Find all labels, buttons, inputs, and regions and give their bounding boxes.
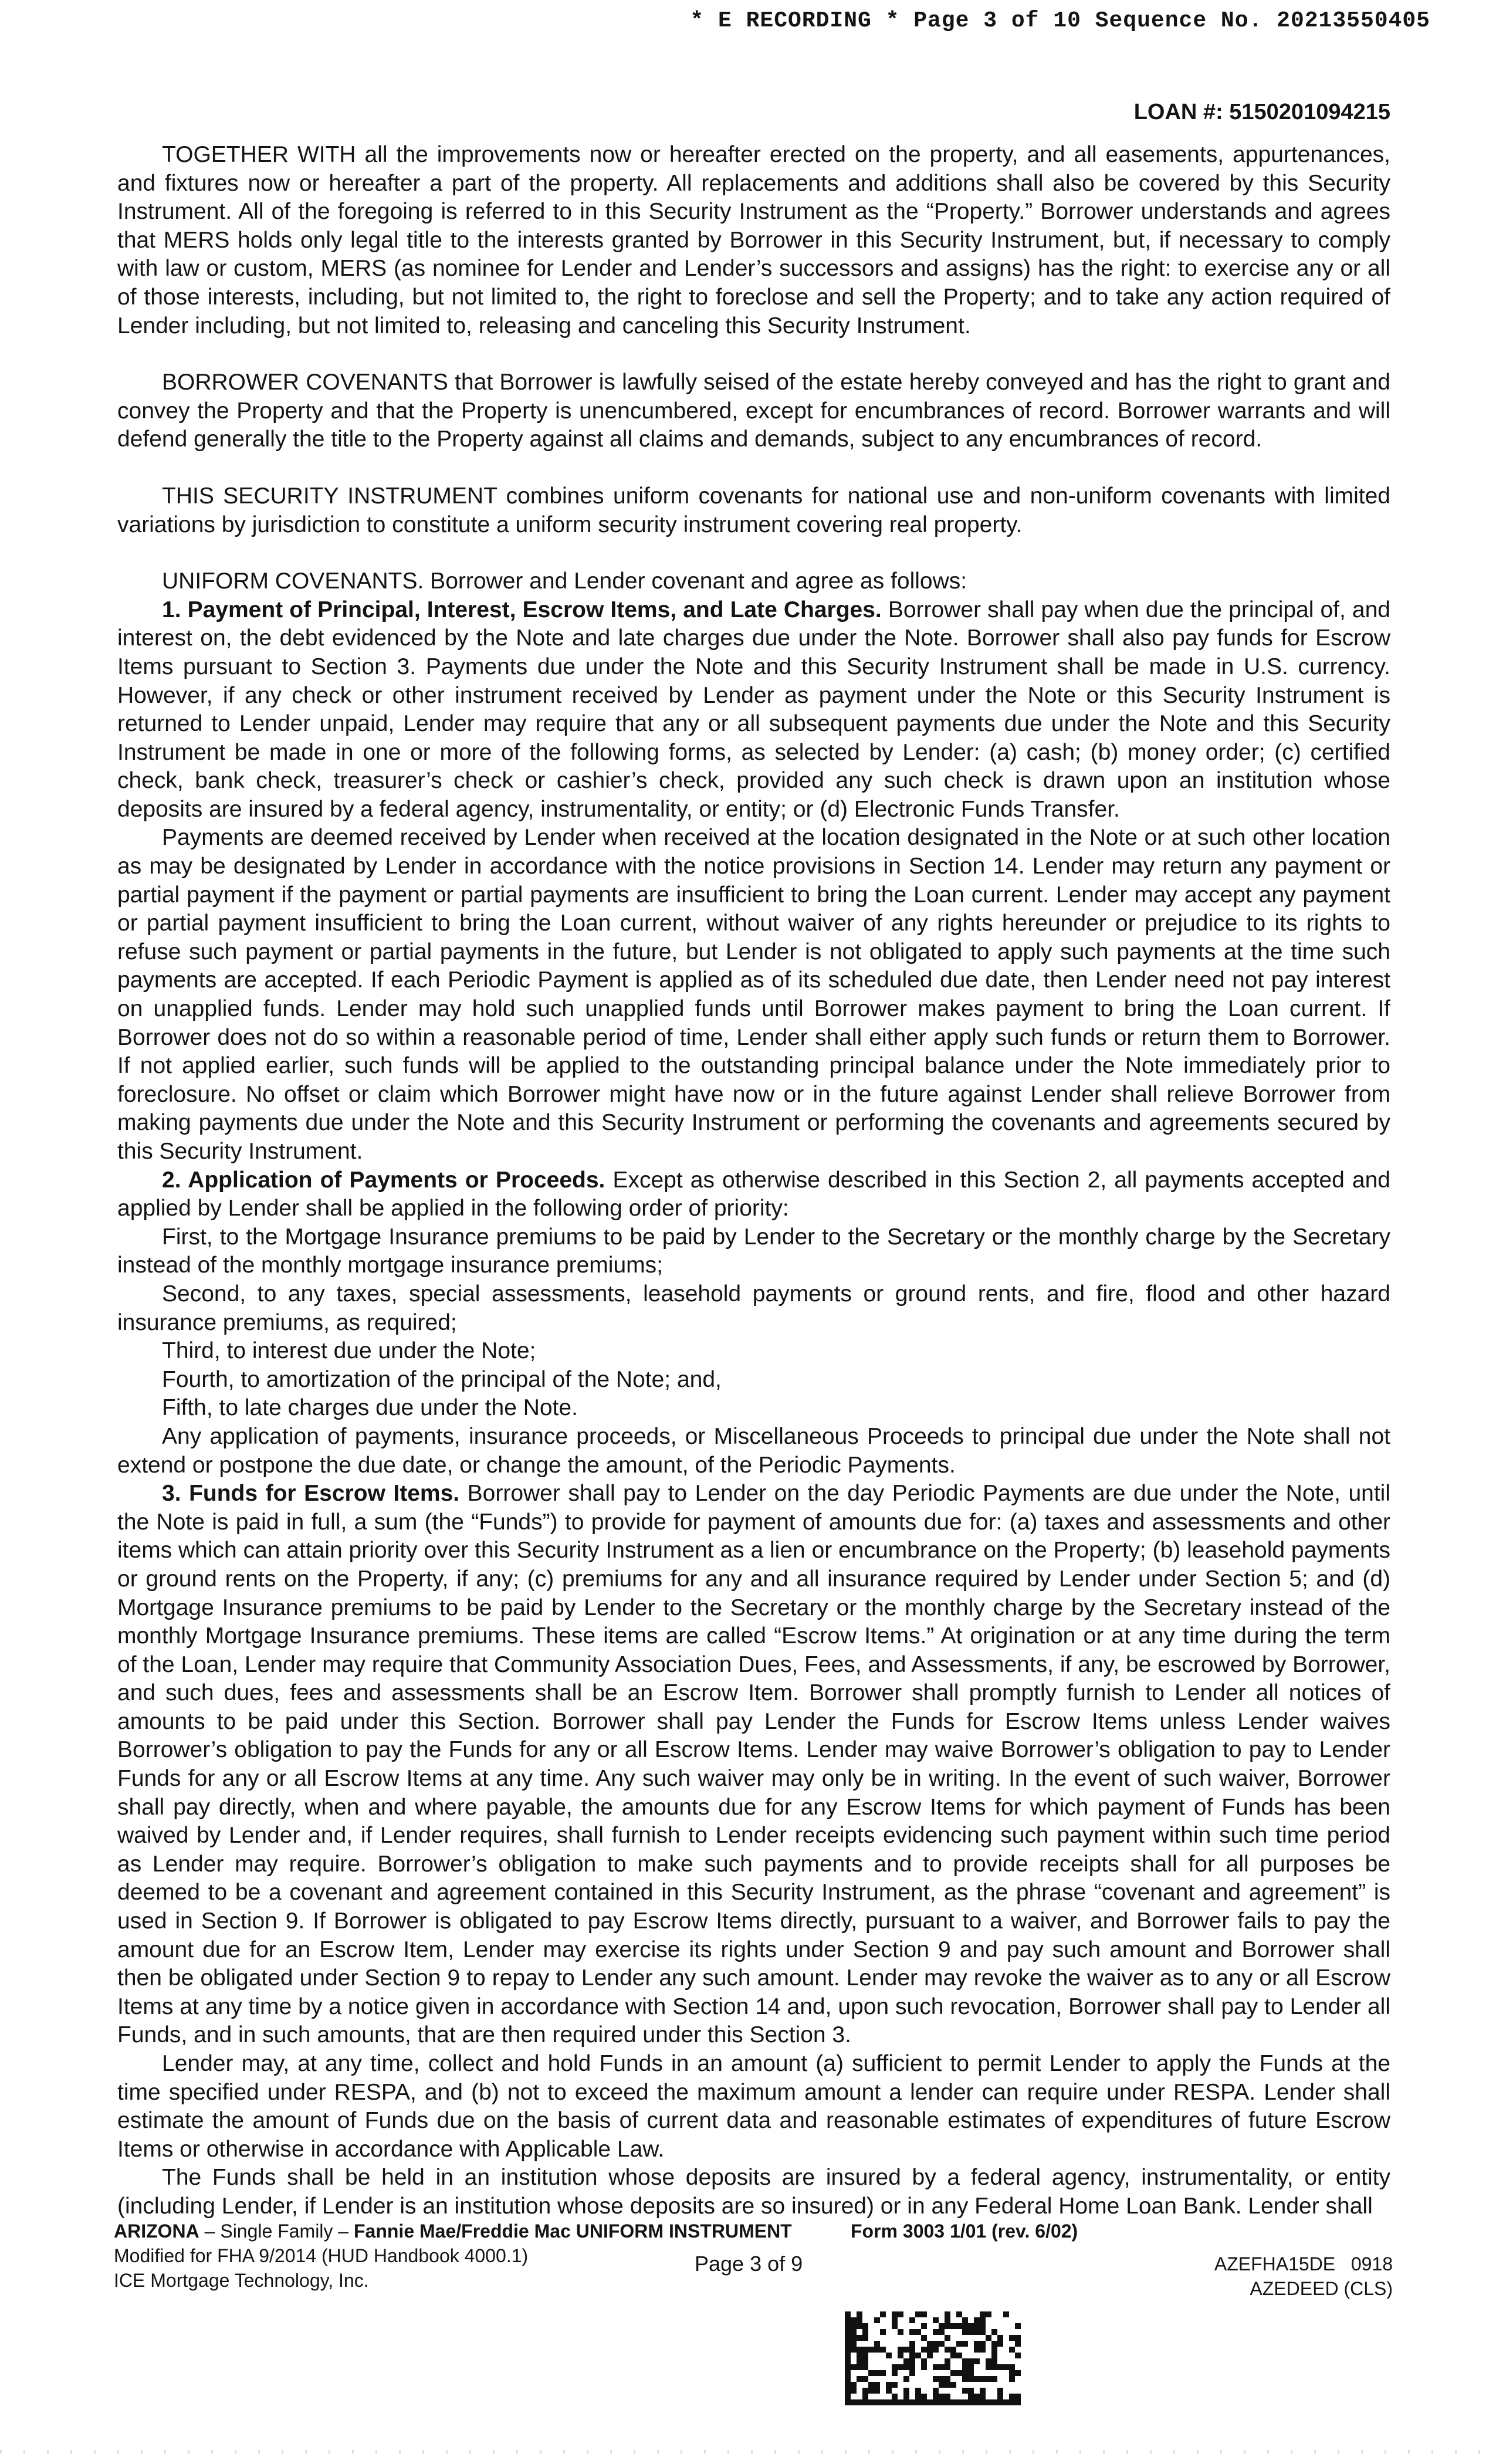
paragraph-together-with: TOGETHER WITH all the improvements now or hereafter erected on the property, and all easements, appurtenances, and fixtures now or hereafter a part of the property. All replacements and additions shall also be covered by this Security Instrument. All of the foregoing is referred to in this Security Instrument as the “Property.” Borrower understands and agrees that MERS holds only legal title to the interests granted by Borrower in this Security Instrument, but, if necessary to comply with law or custom, MERS (as nominee for Lender and Lender’s successors and assigns) has the right: to exercise any or all of those interests, including, but not limited to, the right to foreclose and sell the Property; and to take any action required of Lender including, but not limited to, releasing and canceling this Security Instrument. [117,142,1390,339]
footer-code-2: AZEDEED (CLS) [1250,2278,1393,2299]
section-1-text: Borrower shall pay when due the principal of, and interest on, the debt evidenced by the Note and late charges due under the Note. Borrower shall also pay funds for Escrow Items pursuant to Section 3. Payments due under the Note and this Security Instrument shall be made in U.S. currency. However, if any check or other instrument received by Lender as payment under the Note or this Security Instrument is returned to Lender unpaid, Lender may require that any or all subsequent payments due under the Note and this Security Instrument be made in one or more of the following forms, as selected by Lender: (a) cash; (b) money order; (c) certified check, bank check, treasurer’s check or cashier’s check, provided any such check is drawn upon an institution whose deposits are insured by a federal agency, instrumentality, or entity; or (d) Electronic Funds Transfer. [117,597,1391,822]
paragraph-borrower-covenants: BORROWER COVENANTS that Borrower is lawfully seised of the estate hereby conveyed and has the right to grant and convey the Property and that the Property is unencumbered, except for encumbrances of record. Borrower warrants and will defend generally the title to the Property against all claims and demands, subject to any encumbrances of record. [117,370,1390,452]
recording-header: * E RECORDING * Page 3 of 10 Sequence No. 20213550405 [690,8,1430,33]
section-2-any-application: Any application of payments, insurance proceeds, or Miscellaneous Proceeds to principal due under the Note shall not extend or postpone the due date, or change the amount, of the Periodic Payments. [117,1423,1390,1478]
footer-code-1: AZEFHA15DE 0918 [1214,2253,1393,2275]
section-3-lender-may: Lender may, at any time, collect and hold Funds in an amount (a) sufficient to permit Lender to apply the Funds at the time specified under RESPA, and (b) not to exceed the maximum amount a lender can require under RESPA. Lender shall estimate the amount of Funds due on the basis of current data and reasonable estimates of expenditures of future Escrow Items or otherwise in accordance with Applicable Law. [117,2051,1390,2162]
section-3-heading: 3. Funds for Escrow Items. [162,1481,460,1507]
page-footer [114,2219,1404,2301]
footer-left [114,2219,792,2293]
section-2 [117,1166,1390,1223]
footer-instrument: Fannie Mae/Freddie Mac UNIFORM INSTRUMENT [353,2221,792,2242]
footer-company: ICE Mortgage Technology, Inc. [114,2270,369,2291]
footer-form-title [114,2219,792,2243]
section-1 [117,596,1390,824]
paragraph-uniform-covenants: UNIFORM COVENANTS. Borrower and Lender covenant and agree as follows: [162,568,967,594]
footer-modified: Modified for FHA 9/2014 (HUD Handbook 4000.1) [114,2245,529,2266]
section-1-heading: 1. Payment of Principal, Interest, Escrow Items, and Late Charges. [162,597,882,622]
section-2-second: Second, to any taxes, special assessments, leasehold payments or ground rents, and fire, flood and other hazard insurance premiums, as required; [117,1281,1390,1335]
document-body [117,141,1390,2221]
section-2-first: First, to the Mortgage Insurance premiums to be paid by Lender to the Secretary or the monthly charge by the Secretary instead of the monthly mortgage insurance premiums; [117,1224,1390,1278]
footer-state-sep: – Single Family – [199,2221,354,2242]
scan-edge-artifact [0,2450,1496,2453]
section-3 [117,1480,1390,2050]
section-2-text: Except as otherwise described in this Section 2, all payments accepted and applied by Lender shall be applied in the following order of priority: [117,1167,1390,1221]
section-3-funds-held: The Funds shall be held in an institution whose deposits are insured by a federal agency, instrumentality, or entity (including Lender, if Lender is an institution whose deposits are so insured) or in any Federal Home Loan Bank. Lender shall [117,2165,1390,2219]
footer-form-number: Form 3003 1/01 (rev. 6/02) [851,2221,1078,2242]
section-2-heading: 2. Application of Payments or Proceeds. [162,1167,605,1193]
barcode-2d-icon [845,2311,1021,2405]
section-2-third: Third, to interest due under the Note; [162,1338,536,1364]
footer-state: ARIZONA [114,2221,199,2242]
footer-codes [1214,2252,1393,2301]
section-2-fifth: Fifth, to late charges due under the Note. [162,1395,578,1421]
section-3-text: Borrower shall pay to Lender on the day Periodic Payments are due under the Note, until the Note is paid in full, a sum (the “Funds”) to provide for payment of amounts due for: (a) taxes and assessments and other items which can attain priority over this Security Instrument as a lien or encumbrance on the Property; (b) leasehold payments or ground rents on the Property, if any; (c) premiums for any and all insurance required by Lender under Section 5; and (d) Mortgage Insurance premiums to be paid by Lender to the Secretary or the monthly charge by the Secretary instead of the monthly Mortgage Insurance premiums. These items are called “Escrow Items.” At origination or at any time during the term of the Loan, Lender may require that Community Association Dues, Fees, and Assessments, if any, be escrowed by Borrower, and such dues, fees and assessments shall be an Escrow Item. Borrower shall promptly furnish to Lender all notices of amounts to be paid under this Section. Borrower shall pay Lender the Funds for Escrow Items unless Lender waives Borrower’s obligation to pay the Funds for any or all Escrow Items. Lender may waive Borrower’s obligation to pay to Lender Funds for any or all Escrow Items at any time. Any such waiver may only be in writing. In the event of such waiver, Borrower shall pay directly, when and where payable, the amounts due for any Escrow Items for which payment of Funds has been waived by Lender and, if Lender requires, shall furnish to Lender receipts evidencing such payment within such time period as Lender may require. Borrower’s obligation to make such payments and to provide receipts shall for all purposes be deemed to be a covenant and agreement contained in this Security Instrument, as the phrase “covenant and agreement” is used in Section 9. If Borrower is obligated to pay Escrow Items directly, pursuant to a waiver, and Borrower fails to pay the amount due for an Escrow Item, Lender may exercise its rights under Section 9 and pay such amount and Borrower shall then be obligated under Section 9 to repay to Lender any such amount. Lender may revoke the waiver as to any or all Escrow Items at any time by a notice given in accordance with Section 14 and, upon such revocation, Borrower shall pay to Lender all Funds, and in such amounts, that are then required under this Section 3. [117,1481,1390,2048]
loan-number: LOAN #: 5150201094215 [1133,100,1390,124]
section-2-fourth: Fourth, to amortization of the principal of the Note; and, [162,1366,722,1392]
section-1-payments-received: Payments are deemed received by Lender when received at the location designated in the Note or at such other location as may be designated by Lender in accordance with the notice provisions in Section 14. Lender may return any payment or partial payment if the payment or partial payments are insufficient to bring the Loan current. Lender may accept any payment or partial payment insufficient to bring the Loan current, without waiver of any rights hereunder or prejudice to its rights to refuse such payment or partial payments in the future, but Lender is not obligated to apply such payments at the time such payments are accepted. If each Periodic Payment is applied as of its scheduled due date, then Lender need not pay interest on unapplied funds. Lender may hold such unapplied funds until Borrower makes payment to bring the Loan current. If Borrower does not do so within a reasonable period of time, Lender shall either apply such funds or return them to Borrower. If not applied earlier, such funds will be applied to the outstanding principal balance under the Note immediately prior to foreclosure. No offset or claim which Borrower might have now or in the future against Lender shall relieve Borrower from making payments due under the Note and this Security Instrument or performing the covenants and agreements secured by this Security Instrument. [117,825,1390,1164]
footer-page-number: Page 3 of 9 [695,2252,803,2276]
paragraph-this-security-instrument: THIS SECURITY INSTRUMENT combines uniform covenants for national use and non-uniform covenants with limited variations by jurisdiction to constitute a uniform security instrument covering real property. [117,483,1390,537]
